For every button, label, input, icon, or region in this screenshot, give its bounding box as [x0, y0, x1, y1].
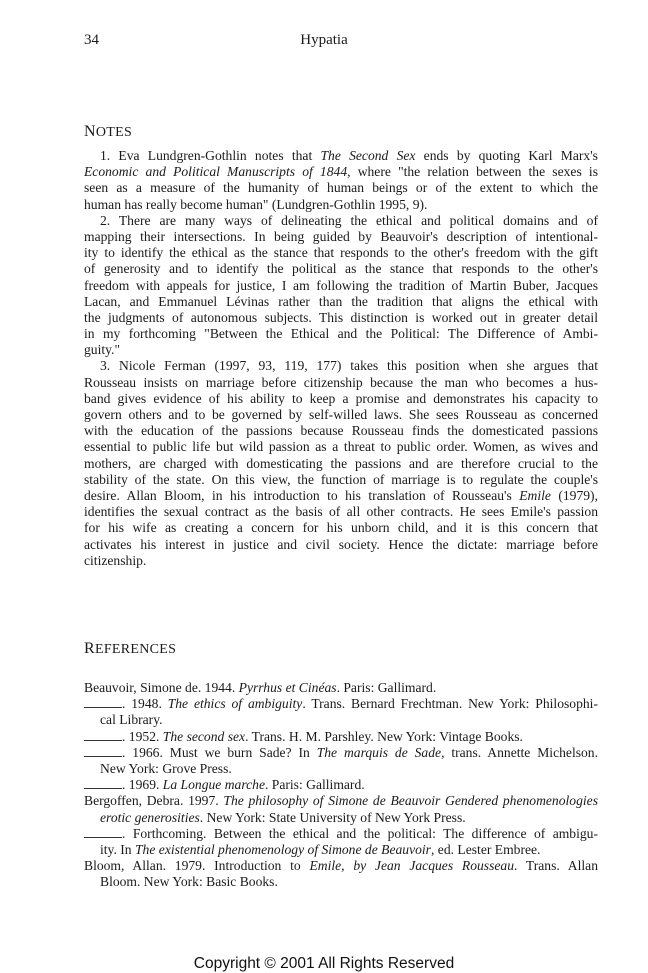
notes-heading: [84, 123, 132, 141]
italic-title: erotic generosities: [100, 809, 200, 825]
text-segment: . Forthcoming. Between the ethical and the political: The difference of ambigu-: [122, 825, 598, 841]
copyright-notice: Copyright © 2001 All Rights Reserved: [193, 955, 455, 972]
reference-line: [84, 680, 598, 696]
text-segment: for his wife as creating a concern for his unborn child, and it is this concern that: [84, 520, 598, 536]
text-segment: human has really become human" (Lundgren-Gothlin 1995, 9).: [84, 196, 428, 212]
reference-line: [84, 777, 598, 793]
text-segment: the judgments of autonomous subjects. This distinction is worked out in greater detail: [84, 309, 598, 325]
text-segment: govern others and to be governed by self-willed laws. She sees Rousseau as concerned: [84, 407, 598, 422]
note-line: [84, 261, 598, 277]
text-segment: 3. Nicole Ferman (1997, 93, 119, 177) takes this position when she argues that: [100, 358, 598, 374]
text-segment: . Trans. Bernard Frechtman. New York: Philosophi-: [302, 696, 598, 712]
text-segment: mapping their intersections. In being guided by Beauvoir's description of intentional-: [84, 228, 598, 244]
text-segment: . Trans. Allan: [514, 858, 598, 874]
text-segment: stability of the state. On this view, the function of marriage is to regulate the couple's: [84, 471, 598, 487]
note-line: [84, 407, 598, 423]
references-heading-rest: EFERENCES: [94, 642, 177, 657]
italic-title: Emile: [519, 487, 551, 503]
reference-line: [84, 761, 598, 777]
repeat-author-rule: [84, 730, 122, 741]
text-segment: 2. There are many ways of delineating the ethical and political domains and of: [100, 212, 598, 228]
text-segment: . 1952.: [122, 728, 163, 744]
text-segment: in my forthcoming "Between the Ethical and the Political: The Difference of Ambi-: [84, 326, 598, 342]
note-line: [84, 553, 598, 569]
notes-heading-rest: OTES: [95, 125, 133, 140]
text-segment: Lacan, and Emmanuel Lévinas rather than the tradition that aligns the ethical with: [84, 293, 598, 309]
notes-heading-cap: N: [84, 123, 96, 140]
text-segment: 1. Eva Lundgren-Gothlin notes that: [100, 148, 321, 163]
text-segment: Beauvoir, Simone de. 1944.: [84, 680, 239, 695]
note-line: [84, 294, 598, 310]
italic-title: The marquis de Sade: [316, 744, 442, 760]
text-segment: . 1948.: [122, 696, 168, 712]
note-line: [84, 439, 598, 455]
note-line: [84, 148, 598, 164]
references-heading-cap: R: [84, 640, 95, 657]
text-segment: with the education of the passions because Rousseau finds the domesticated passions: [84, 423, 598, 439]
text-segment: New York: Grove Press.: [100, 760, 232, 776]
reference-line: [84, 696, 598, 712]
reference-line: [84, 826, 598, 842]
reference-line: [84, 793, 598, 809]
reference-line: [84, 874, 598, 890]
note-line: [84, 472, 598, 488]
note-line: [84, 229, 598, 245]
text-segment: Bloom. New York: Basic Books.: [100, 874, 278, 890]
text-segment: identifies the sexual contract as the basis of all other contracts. He sees Emile's passion: [84, 504, 598, 520]
text-segment: (1979),: [550, 487, 598, 503]
text-segment: . 1969.: [122, 777, 163, 793]
note-line: [84, 180, 598, 196]
text-segment: desire. Allan Bloom, in his introduction to his translation of Rousseau's: [84, 487, 520, 503]
note-line: [84, 197, 598, 213]
italic-title: The second sex: [162, 728, 246, 744]
reference-line: [84, 842, 598, 858]
text-segment: . Paris: Gallimard.: [336, 680, 437, 695]
text-segment: ends by quoting Karl Marx's: [415, 148, 598, 163]
running-head: Hypatia: [300, 32, 348, 48]
note-line: [84, 326, 598, 342]
text-segment: citizenship.: [84, 552, 147, 568]
note-line: [84, 358, 598, 374]
text-segment: mothers, are charged with domesticating the passions and are therefore crucial to the: [84, 455, 598, 471]
text-segment: , where "the relation between the sexes is: [347, 164, 598, 180]
text-segment: activates his interest in justice and civil society. Hence the dictate: marriage before: [84, 536, 598, 552]
references-section: [84, 680, 598, 890]
text-segment: ity. In: [100, 841, 135, 857]
text-segment: . Paris: Gallimard.: [264, 777, 365, 793]
note-line: [84, 520, 598, 536]
text-segment: cal Library.: [100, 712, 163, 728]
note-line: [84, 537, 598, 553]
note-line: [84, 164, 598, 180]
note-line: [84, 456, 598, 472]
italic-title: Pyrrhus et Cinéas: [238, 680, 337, 695]
note-line: [84, 488, 598, 504]
repeat-author-rule: [84, 746, 122, 757]
repeat-author-rule: [84, 827, 122, 838]
reference-line: [84, 745, 598, 761]
text-segment: ity to identify the ethical as the stance that responds to the other's freedom with the gift: [84, 245, 598, 261]
note-line: [84, 213, 598, 229]
note-line: [84, 342, 598, 358]
text-segment: freedom with appeals for justice, I am following the tradition of Martin Buber, Jacques: [84, 277, 598, 293]
note-line: [84, 310, 598, 326]
note-line: [84, 245, 598, 261]
note-line: [84, 375, 598, 391]
text-segment: Bergoffen, Debra. 1997.: [84, 793, 224, 809]
italic-title: The philosophy of Simone de Beauvoir Gendered phenomenologies: [223, 793, 598, 809]
text-segment: , trans. Annette Michelson.: [441, 744, 598, 760]
note-line: [84, 278, 598, 294]
text-segment: guity.": [84, 342, 121, 358]
italic-title: Emile, by Jean Jacques Rousseau: [309, 858, 514, 874]
reference-line: [84, 858, 598, 874]
italic-title: La Longue marche: [162, 777, 265, 793]
reference-line: [84, 712, 598, 728]
notes-section: [84, 148, 598, 569]
references-heading: [84, 640, 176, 658]
text-segment: , ed. Lester Embree.: [430, 841, 541, 857]
page-number: 34: [84, 32, 99, 48]
italic-title: Economic and Political Manuscripts of 1844: [84, 164, 348, 180]
note-line: [84, 423, 598, 439]
repeat-author-rule: [84, 778, 122, 789]
text-segment: Rousseau insists on marriage before citizenship because the man who becomes a hus-: [84, 374, 598, 390]
reference-line: [84, 810, 598, 826]
text-segment: Bloom, Allan. 1979. Introduction to: [84, 858, 310, 874]
repeat-author-rule: [84, 697, 122, 708]
italic-title: The Second Sex: [320, 148, 416, 163]
note-line: [84, 391, 598, 407]
text-segment: seen as a measure of the humanity of human beings or of the extent to which the: [84, 180, 598, 196]
text-segment: . Trans. H. M. Parshley. New York: Vintage Books.: [245, 728, 523, 744]
text-segment: of generosity and to identify the political as the stance that responds to the other's: [84, 261, 598, 277]
text-segment: essential to public life but wild passion as a threat to public order. Women, as wives and: [84, 439, 598, 455]
italic-title: The ethics of ambiguity: [167, 696, 303, 712]
text-segment: band gives evidence of his ability to keep a promise and demonstrates his capacity to: [84, 390, 598, 406]
italic-title: The existential phenomenology of Simone de Beauvoir: [135, 841, 431, 857]
reference-line: [84, 729, 598, 745]
note-line: [84, 504, 598, 520]
text-segment: . New York: State University of New York Press.: [199, 809, 466, 825]
text-segment: . 1966. Must we burn Sade? In: [122, 744, 317, 760]
